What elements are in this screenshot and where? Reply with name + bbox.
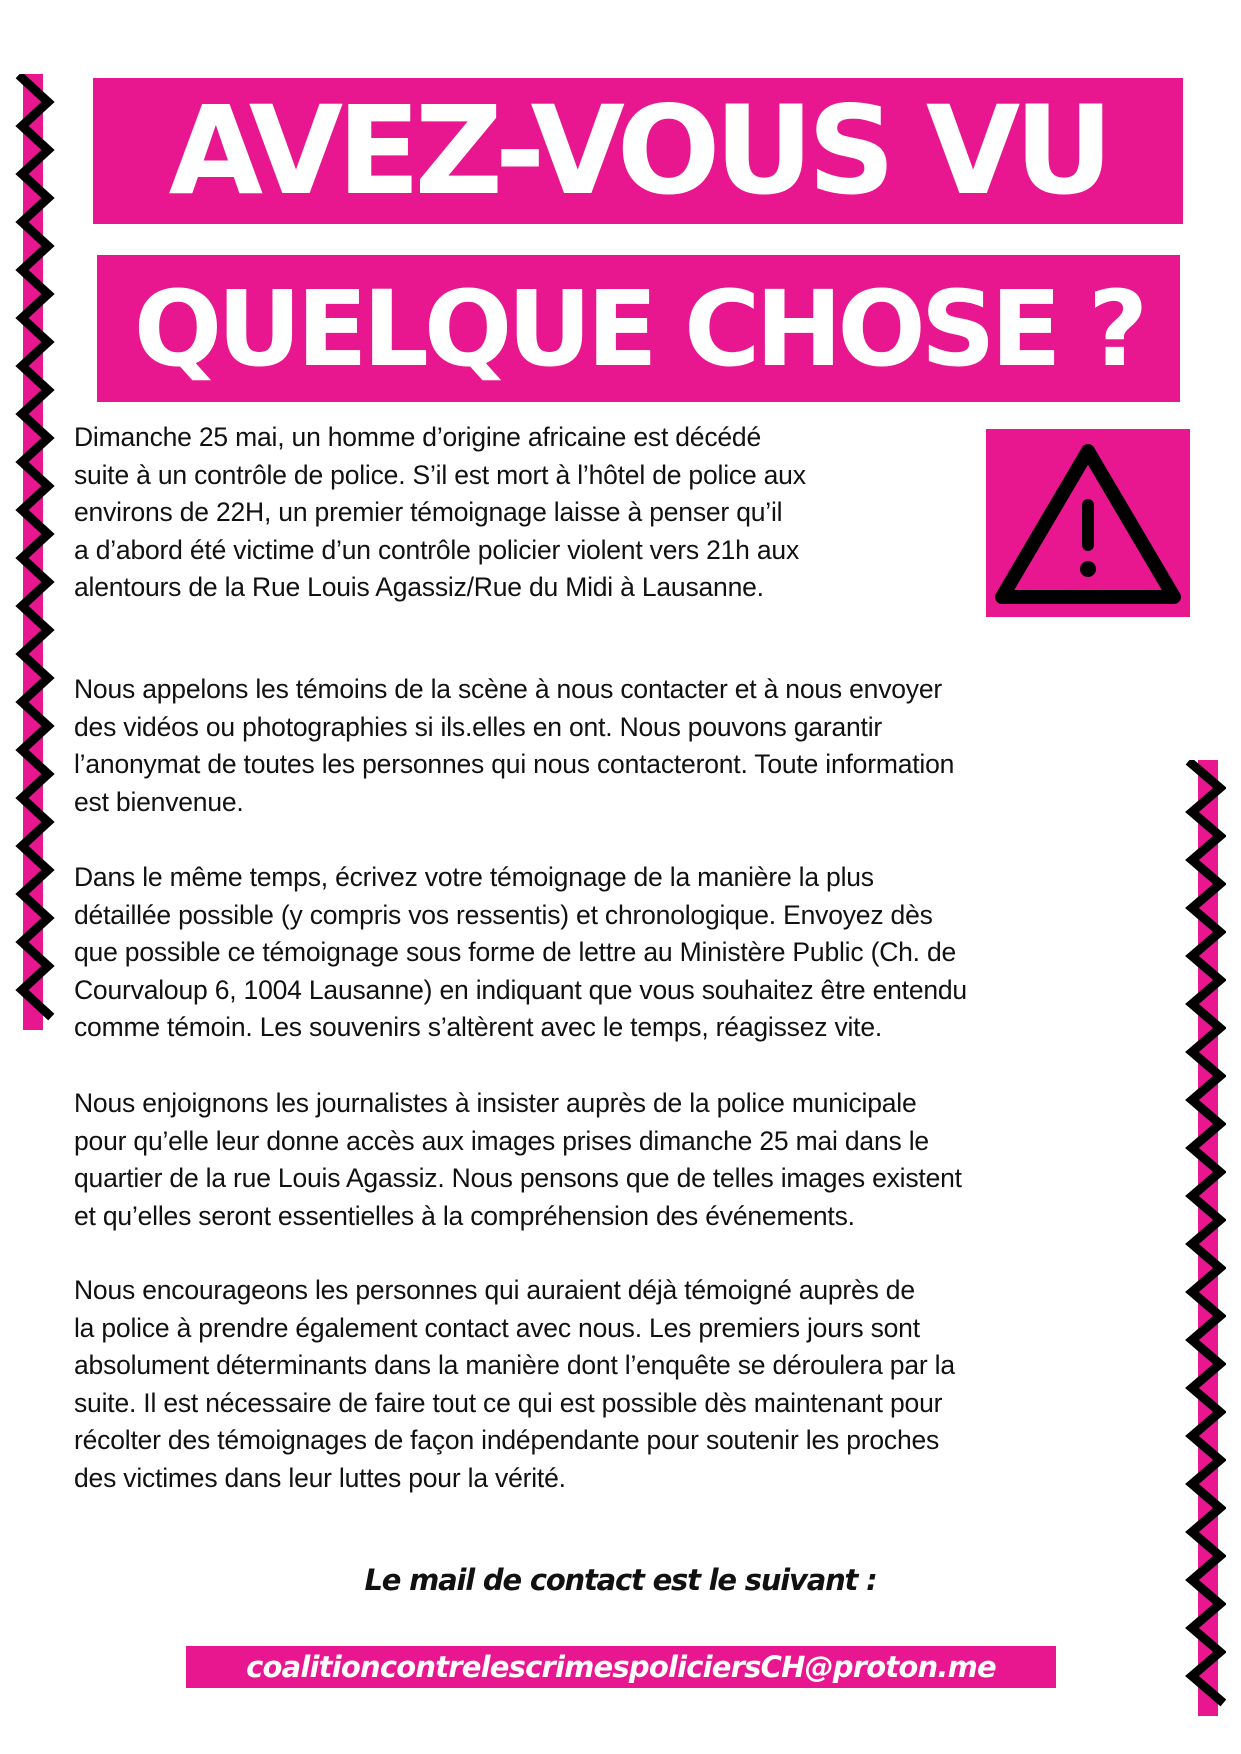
paragraph-incident: [74, 419, 806, 607]
paragraph-journalists: [74, 1085, 962, 1235]
paragraph-call-for-witnesses: [74, 671, 954, 821]
paragraph-line: détaillée possible (y compris vos ressentis) et chronologique. Envoyez dès: [74, 899, 933, 930]
paragraph-line: suite. Il est nécessaire de faire tout ce qui est possible dès maintenant pour: [74, 1387, 943, 1418]
title-banner-line-1: [93, 78, 1183, 224]
paragraph-line: comme témoin. Les souvenirs s’altèrent avec le temps, réagissez vite.: [74, 1012, 883, 1042]
paragraph-line: et qu’elles seront essentielles à la compréhension des événements.: [74, 1200, 855, 1231]
paragraph-line: quartier de la rue Louis Agassiz. Nous pensons que de telles images existent: [74, 1163, 962, 1193]
paragraph-line: pour qu’elle leur donne accès aux images prises dimanche 25 mai dans le: [74, 1125, 929, 1156]
paragraph-line: a d’abord été victime d’un contrôle policier violent vers 21h aux: [74, 534, 799, 565]
paragraph-line: suite à un contrôle de police. S’il est mort à l’hôtel de police aux: [74, 459, 806, 490]
contact-email: coalitioncontrelescrimespoliciersCH@proton.me: [246, 1650, 996, 1684]
paragraph-line: récolter des témoignages de façon indépendante pour soutenir les proches: [74, 1425, 940, 1455]
paragraph-line: la police à prendre également contact avec nous. Les premiers jours sont: [74, 1312, 920, 1343]
title-line-2: QUELQUE CHOSE ?: [133, 267, 1144, 390]
warning-icon-box: [986, 429, 1190, 617]
paragraph-line: des victimes dans leur luttes pour la vérité.: [74, 1462, 566, 1493]
paragraph-written-testimony: [74, 859, 967, 1047]
paragraph-line: alentours de la Rue Louis Agassiz/Rue du Midi à Lausanne.: [74, 572, 764, 602]
paragraph-encourage-contact: [74, 1272, 955, 1497]
title-line-1: AVEZ-VOUS VU: [168, 80, 1108, 222]
paragraph-line: environs de 22H, un premier témoignage laisse à penser qu’il: [74, 497, 783, 527]
warning-triangle-icon: [986, 429, 1190, 617]
paragraph-line: est bienvenue.: [74, 786, 244, 817]
paragraph-line: l’anonymat de toutes les personnes qui nous contacteront. Toute information: [74, 749, 955, 779]
title-banner-line-2: [97, 255, 1180, 402]
paragraph-line: Nous appelons les témoins de la scène à nous contacter et à nous envoyer: [74, 674, 943, 704]
paragraph-line: des vidéos ou photographies si ils.elles en ont. Nous pouvons garantir: [74, 711, 883, 742]
contact-email-box: [186, 1646, 1056, 1688]
paragraph-line: absolument déterminants dans la manière dont l’enquête se déroulera par la: [74, 1350, 955, 1380]
paragraph-line: Nous encourageons les personnes qui auraient déjà témoigné auprès de: [74, 1275, 915, 1305]
paragraph-line: Courvaloup 6, 1004 Lausanne) en indiquant que vous souhaitez être entendu: [74, 974, 967, 1005]
paragraph-line: que possible ce témoignage sous forme de lettre au Ministère Public (Ch. de: [74, 937, 957, 967]
paragraph-line: Dans le même temps, écrivez votre témoignage de la manière la plus: [74, 862, 874, 892]
paragraph-line: Nous enjoignons les journalistes à insister auprès de la police municipale: [74, 1088, 917, 1118]
contact-heading: Le mail de contact est le suivant :: [364, 1563, 877, 1597]
paragraph-line: Dimanche 25 mai, un homme d’origine africaine est décédé: [74, 422, 762, 452]
left-zigzag-decoration: [14, 74, 60, 1030]
